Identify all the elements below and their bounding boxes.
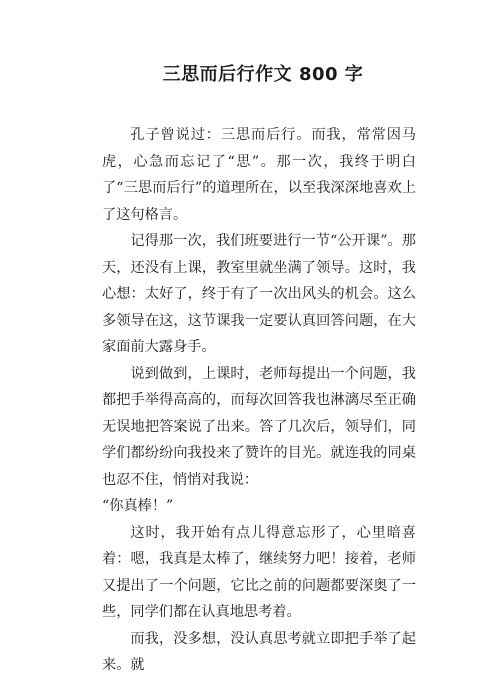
paragraph-1: 孔子曾说过：三思而后行。而我，常常因马虎，心急而忘记了“思”。那一次，我终于明白了“三思而后行”的道理所在，以至我深深地喜欢上了这句格言。 — [102, 127, 416, 223]
paragraph-5: 而我，没多想，没认真思考就立即把手举了起来。就 — [102, 630, 416, 673]
paragraph-quote: “你真棒！” — [102, 498, 174, 514]
document-title: 三思而后行作文 800 字 — [162, 64, 364, 85]
document-body — [102, 122, 416, 679]
paragraph-3: 说到做到，上课时，老师每提出一个问题，我都把手举得高高的，而每次回答我也淋漓尽至正确无误地把答案说了出来。答了几次后，领导们，同学们都纷纷向我投来了赞许的目光。就连我的同桌也忍不住，悄悄对我说： — [102, 365, 416, 488]
paragraph-4: 这时，我开始有点儿得意忘形了，心里暗喜着：嗯，我真是太棒了，继续努力吧！接着，老师又提出了一个问题，它比之前的问题都要深奥了一些，同学们都在认真地思考着。 — [102, 524, 416, 620]
paragraph-2: 记得那一次，我们班要进行一节“公开课”。那天，还没有上课，教室里就坐满了领导。这时，我心想：太好了，终于有了一次出风头的机会。这么多领导在这，这节课我一定要认真回答问题，在大家面前大露身手。 — [102, 233, 416, 355]
